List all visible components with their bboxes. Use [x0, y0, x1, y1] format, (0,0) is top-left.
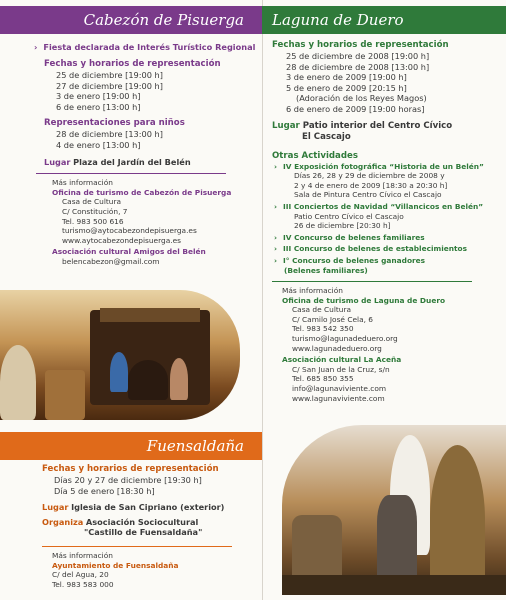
cabezon-divider	[36, 173, 226, 174]
laguna-horario-note: (Adoración de los Reyes Magos)	[296, 93, 427, 104]
laguna-divider	[272, 281, 472, 282]
laguna-lugar-value: Patio interior del Centro Cívico	[302, 120, 453, 131]
fuensaldana-ayto-line: Tel. 983 583 000	[52, 579, 114, 589]
fuensaldana-organiza-value2: "Castillo de Fuensaldaña"	[84, 527, 203, 538]
fuensaldana-organiza-label: Organiza	[42, 516, 84, 527]
cabezon-lugar-label: Lugar	[44, 156, 71, 167]
laguna-web-link[interactable]: www.lagunadeduero.org	[292, 343, 382, 353]
laguna-act-concurso-establecimientos: › III Concurso de belenes de establecimientos	[274, 244, 506, 254]
fuensaldana-ayto: Ayuntamiento de Fuensaldaña	[52, 560, 179, 570]
cabezon-lugar-value: Plaza del Jardín del Belén	[73, 156, 191, 167]
cabezon-asociacion-email[interactable]: belencabezon@gmail.com	[62, 256, 160, 266]
cabezon-lugar	[44, 157, 262, 168]
cabezon-oficina-line: C/ Constitución, 7	[62, 206, 128, 216]
fuensaldana-info-title: Más información	[52, 550, 113, 560]
nativity-photo-laguna	[282, 425, 506, 595]
laguna-asociacion: Asociación cultural La Aceña	[282, 355, 402, 365]
fuensaldana-header: Fuensaldaña	[0, 432, 262, 460]
nativity-photo-cabezon	[0, 290, 240, 420]
cabezon-oficina: Oficina de turismo de Cabezón de Pisuerga	[52, 187, 232, 197]
laguna-act-line: Días 26, 28 y 29 de diciembre de 2008 y	[294, 171, 445, 181]
laguna-act-line: 2 y 4 de enero de 2009 [18:30 a 20:30 h]	[294, 180, 448, 190]
cabezon-oficina-line: Casa de Cultura	[62, 197, 122, 207]
laguna-horario: 6 de enero de 2009 [19:00 horas]	[286, 103, 425, 114]
cabezon-asociacion: Asociación cultural Amigos del Belén	[52, 247, 206, 257]
fuensaldana-lugar-value: Iglesia de San Cipriano (exterior)	[71, 502, 225, 513]
laguna-act-exposicion: › IV Exposición fotográfica “Historia de un Belén”	[274, 162, 506, 172]
laguna-lugar-value2: El Cascajo	[302, 131, 351, 142]
cabezon-email-link[interactable]: turismo@aytocabezondepisuerga.es	[62, 226, 197, 236]
fuensaldana-organiza-value: Asociación Sociocultural	[85, 516, 199, 527]
laguna-asociacion-email[interactable]: info@lagunaviviente.com	[292, 384, 387, 394]
laguna-act-conciertos: › III Conciertos de Navidad “Villancicos en Belén”	[274, 202, 506, 212]
laguna-act-concurso-familiares: › IV Concurso de belenes familiares	[274, 233, 506, 243]
cabezon-horario: 6 de enero [13:00 h]	[56, 101, 141, 112]
laguna-oficina: Oficina de turismo de Laguna de Duero	[282, 295, 446, 305]
fuensaldana-horario: Días 20 y 27 de diciembre [19:30 h]	[54, 475, 202, 485]
laguna-horarios-title: Fechas y horarios de representación	[272, 40, 449, 50]
laguna-asociacion-line: Tel. 685 850 355	[292, 374, 354, 384]
laguna-act-concurso-ganadores: › I° Concurso de belenes ganadores	[274, 256, 506, 266]
cabezon-horario: 25 de diciembre [19:00 h]	[56, 70, 163, 80]
laguna-act-line: Patio Centro Cívico el Cascajo	[294, 211, 404, 221]
cabezon-header: Cabezón de Pisuerga	[0, 6, 262, 34]
cabezon-horario: 3 de enero [19:00 h]	[56, 91, 141, 102]
cabezon-web-link[interactable]: www.aytocabezondepisuerga.es	[62, 235, 181, 245]
fuensaldana-lugar	[42, 502, 262, 513]
laguna-otras-title: Otras Actividades	[272, 150, 358, 161]
cabezon-oficina-line: Tel. 983 500 616	[62, 216, 124, 226]
fuensaldana-organiza	[42, 517, 262, 528]
laguna-header: Laguna de Duero	[262, 6, 506, 34]
cabezon-info-title: Más información	[52, 178, 113, 188]
fuensaldana-lugar-label: Lugar	[42, 502, 69, 513]
fuensaldana-horario: Día 5 de enero [18:30 h]	[54, 485, 155, 496]
fuensaldana-ayto-line: C/ del Agua, 20	[52, 570, 109, 580]
laguna-email-link[interactable]: turismo@lagunadeduero.org	[292, 334, 398, 344]
fuensaldana-horarios-title: Fechas y horarios de representación	[42, 464, 219, 474]
fiesta-label: › Fiesta declarada de Interés Turístico Regional	[34, 42, 262, 53]
cabezon-ninos-item: 4 de enero [13:00 h]	[56, 139, 141, 150]
laguna-horario: 25 de diciembre de 2008 [19:00 h]	[286, 51, 430, 61]
laguna-column	[262, 0, 506, 403]
laguna-lugar-label: Lugar	[272, 120, 300, 131]
cabezon-horarios-title: Fechas y horarios de representación	[44, 59, 221, 69]
fuensaldana-divider	[42, 546, 232, 547]
laguna-act-concurso-sub: (Belenes familiares)	[284, 265, 368, 275]
laguna-oficina-line: Casa de Cultura	[292, 305, 352, 315]
laguna-asociacion-line: C/ San Juan de la Cruz, s/n	[292, 364, 390, 374]
laguna-asociacion-web[interactable]: www.lagunaviviente.com	[292, 393, 385, 403]
laguna-horario: 3 de enero de 2009 [19:00 h]	[286, 72, 407, 83]
cabezon-ninos-item: 28 de diciembre [13:00 h]	[56, 129, 163, 140]
laguna-oficina-line: Tel. 983 542 350	[292, 324, 354, 334]
laguna-act-line: 26 de diciembre [20:30 h]	[294, 221, 391, 231]
laguna-horario: 5 de enero de 2009 [20:15 h]	[286, 82, 407, 93]
laguna-info-title: Más información	[282, 286, 343, 296]
laguna-act-line: Sala de Pintura Centro Cívico el Cascajo	[294, 190, 442, 200]
laguna-horario: 28 de diciembre de 2008 [13:00 h]	[286, 61, 430, 72]
cabezon-ninos-title: Representaciones para niños	[44, 118, 185, 129]
laguna-oficina-line: C/ Camilo José Cela, 6	[292, 314, 374, 324]
cabezon-horario: 27 de diciembre [19:00 h]	[56, 80, 163, 91]
laguna-lugar	[272, 121, 506, 132]
